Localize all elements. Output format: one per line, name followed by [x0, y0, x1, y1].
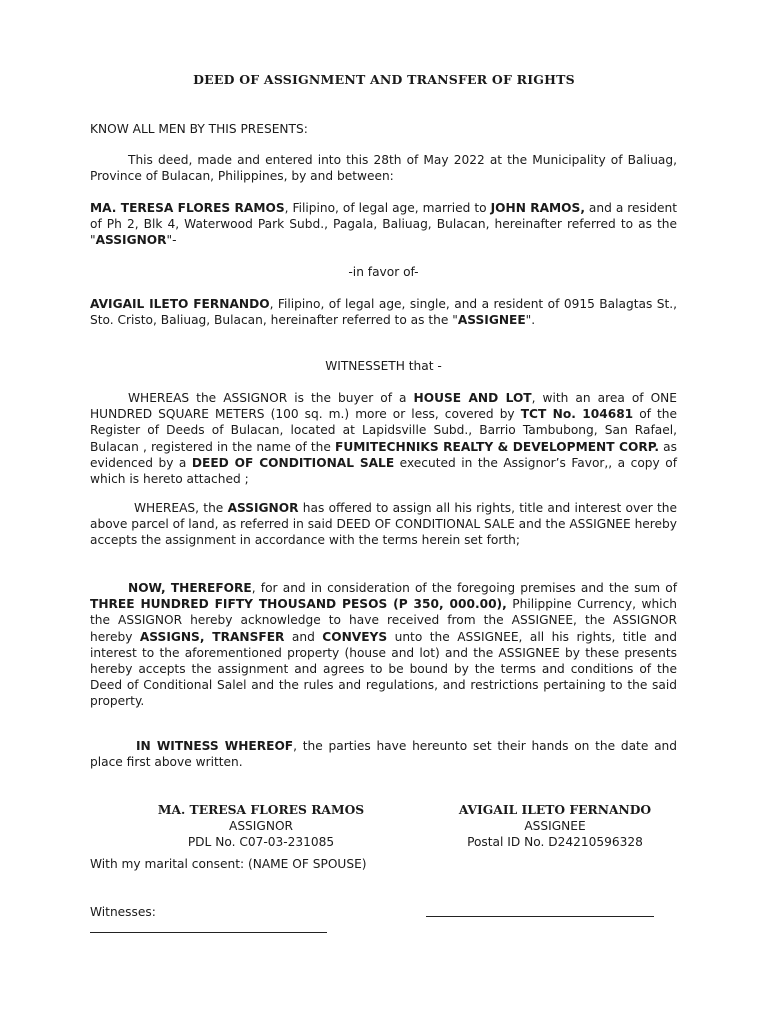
paragraph-assignor: MA. TERESA FLORES RAMOS, Filipino, of legal age, married to JOHN RAMOS, and a resident of Ph 2, Blk 4, Waterwood Park Subd., Pagala, Baliuag, Bulacan, hereinafter referred to as the "ASSIGNOR"-	[90, 201, 677, 248]
opening-line: KNOW ALL MEN BY THIS PRESENTS:	[90, 122, 308, 136]
paragraph-now-therefore: NOW, THEREFORE, for and in consideration of the foregoing premises and the sum of THREE HUNDRED FIFTY THOUSAND PESOS (P 350, 000.00), Philippine Currency, which the ASSIGNOR hereby acknowledge to have received from the ASSIGNEE, the ASSIGNOR hereby ASSIGNS, TRANSFER and CONVEYS unto the ASSIGNEE, all his rights, title and interest to the aforementioned property (house and lot) and the ASSIGNEE by these presents hereby accepts the assignment and agrees to be bound by the terms and conditions of the Deed of Conditional Salel and the rules and regulations, and restrictions pertaining to the said property.	[90, 581, 678, 709]
assignee-label: ASSIGNEE	[457, 313, 526, 328]
paragraph-deed-date: This deed, made and entered into this 28th of May 2022 at the Municipality of Baliuag, Province of Bulacan, Philippines, by and between:	[90, 153, 677, 184]
signature-block-assignor	[136, 802, 386, 851]
marital-consent: With my marital consent: (NAME OF SPOUSE)	[90, 857, 367, 871]
signatory-name: MA. TERESA FLORES RAMOS	[157, 802, 365, 817]
paragraph-assignee: AVIGAIL ILETO FERNANDO, Filipino, of legal age, single, and a resident of 0915 Balagtas St., Sto. Cristo, Baliuag, Bulacan, hereinafter referred to as the "ASSIGNEE".	[90, 297, 677, 328]
signatory-id: Postal ID No. D24210596328	[467, 835, 643, 850]
paragraph-whereas-1: WHEREAS the ASSIGNOR is the buyer of a HOUSE AND LOT, with an area of ONE HUNDRED SQUARE METERS (100 sq. m.) more or less, covered by TCT No. 104681 of the Register of Deeds of Bulacan, located at Lapidsville Subd., Barrio Tambubong, San Rafael, Bulacan , registered in the name of the FUMITECHNIKS REALTY & DEVELOPMENT CORP. as evidenced by a DEED OF CONDITIONAL SALE executed in the Assignor’s Favor,, a copy of which is hereto attached ;	[90, 391, 678, 487]
signatory-role: ASSIGNEE	[524, 819, 586, 834]
assignor-name: MA. TERESA FLORES RAMOS	[90, 201, 285, 215]
witnesses-label: Witnesses:	[90, 905, 156, 919]
signatory-name: AVIGAIL ILETO FERNANDO	[458, 802, 652, 817]
witnesseth: WITNESSETH that -	[325, 359, 442, 373]
signatory-id: PDL No. C07-03-231085	[187, 835, 335, 850]
in-favor-of: -in favor of-	[348, 265, 419, 279]
assignee-name: AVIGAIL ILETO FERNANDO	[90, 297, 270, 311]
document-title: DEED OF ASSIGNMENT AND TRANSFER OF RIGHTS	[193, 72, 575, 87]
paragraph-whereas-2: WHEREAS, the ASSIGNOR has offered to assign all his rights, title and interest over the above parcel of land, as referred in said DEED OF CONDITIONAL SALE and the ASSIGNEE hereby accepts the assignment in accordance with the terms herein set forth;	[90, 501, 677, 548]
signatory-role: ASSIGNOR	[228, 819, 294, 834]
witness-signature-line-1	[426, 916, 654, 917]
paragraph-in-witness: IN WITNESS WHEREOF, the parties have hereunto set their hands on the date and place first above written.	[90, 739, 677, 770]
spouse-name: JOHN RAMOS,	[490, 201, 585, 215]
assignor-label: ASSIGNOR	[95, 233, 167, 248]
witness-signature-line-2	[90, 932, 327, 933]
signature-block-assignee	[430, 802, 680, 851]
